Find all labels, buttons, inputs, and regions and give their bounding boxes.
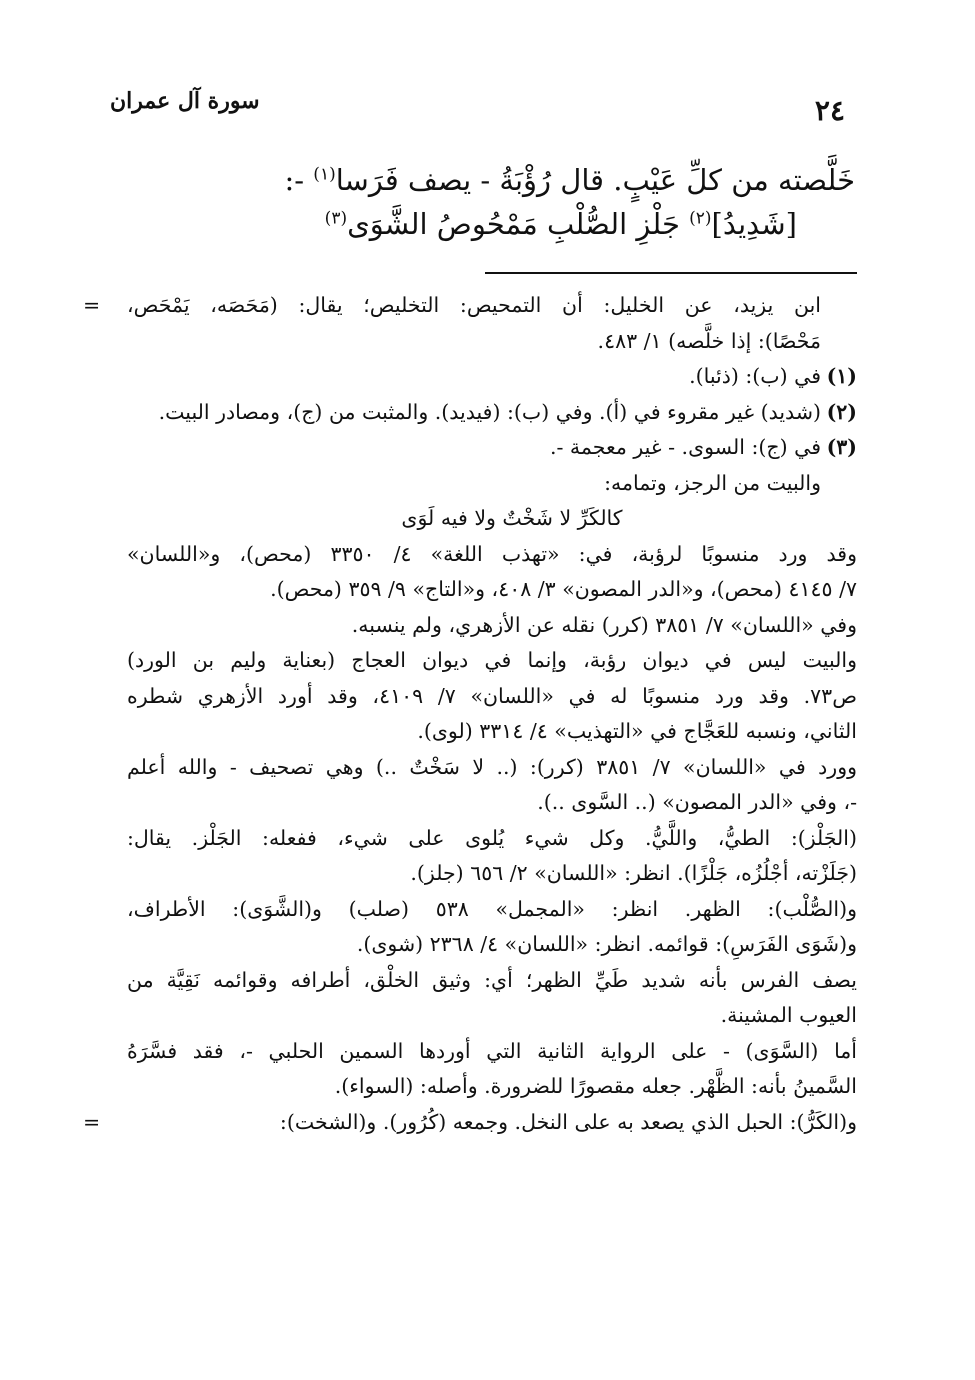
page-header — [110, 88, 845, 128]
footnote-text: في (ب): (ذئبا). — [689, 364, 821, 388]
footnote-text: ابن يزيد، عن الخليل: أن التمحيص: التخليص؛ يقال: (مَحَصَه، يَمْحَص، — [127, 293, 821, 317]
footnote-ref: (٣) — [324, 208, 348, 229]
footnote-paragraph-line: وقد ورد منسوبًا لرؤبة، في: «تهذب اللغة» ٤/ ٣٣٥٠ (محص)، و«اللسان» — [127, 541, 857, 566]
footnote-continuation — [83, 288, 857, 324]
footnote-text: (شديد) غير مقروء في (أ). وفي (ب): (فيديد). والمثبت من (ج)، ومصادر البيت. — [158, 399, 821, 424]
main-text — [115, 158, 855, 246]
main-text-end: -: — [284, 163, 314, 197]
footnote-last-line — [83, 1105, 857, 1141]
footnote-paragraph-line: -، وفي «الدر المصون» (.. السَّوى ..). — [537, 790, 857, 814]
footnote-paragraph-line: الثاني، ونسبه للعَجَّاج في «التهذيب» ٤/ ٣٣١٤ (لوى). — [417, 719, 857, 743]
footnote-paragraph-line: و(شَوَى الفَرَسِ): قوائمه. انظر: «اللسان» ٤/ ٢٣٦٨ (شوى). — [356, 932, 857, 956]
footnote-ref: (١) — [313, 164, 336, 185]
footnote-text: و(الكَرُّ): الحبل الذي يصعد به على النخل. وجمعه (كُرُور). و(الشخت): — [279, 1109, 857, 1134]
footnote-continuation-line: مَحْصًا): إذا خلَّصه) ١/ ٤٨٣. — [597, 328, 821, 353]
footnote-paragraph-line: يصف الفرس بأنه شديد طَيِّ الظهر؛ أي: وثيق الخلْق، أطرافه وقوائمه نَقِيَّة من — [127, 967, 857, 992]
footnote-separator — [485, 272, 857, 274]
footnote-text-line: والبيت من الرجز، وتمامه: — [604, 470, 821, 495]
verse-word: [شَدِيدُ] — [711, 207, 797, 241]
footnote-paragraph-line: والبيت ليس في ديوان رؤبة، وإنما في ديوان العجاج (بعناية وليم بن الورد) — [127, 648, 857, 672]
footnote-3 — [127, 430, 857, 466]
footnote-paragraph-line: ص٧٣. وقد ورد منسوبًا له في «اللسان» ٧/ ٤١٠٩، وقد أورد الأزهري شطره — [127, 683, 857, 708]
footnote-1 — [127, 359, 857, 395]
verse-text: جَلْزِ الصُّلْبِ مَمْحُوصُ الشَّوَى — [347, 207, 690, 241]
footnote-paragraph-line: السَّمينُ بأنه: الظَّهْر. جعله مقصورًا للضرورة. وأصله: (السواء). — [334, 1074, 857, 1098]
footnote-paragraph-line: أما (السَّوَى) - على الرواية الثانية التي أوردها السمين الحلبي -، فقد فسَّرَهُ — [127, 1038, 857, 1063]
verse-line — [115, 202, 855, 246]
poem-line: كالكَرِّ لا شَخْتٌ ولا فيه لَوَى — [401, 506, 623, 530]
footnote-paragraph-line: العيوب المشينة. — [720, 1003, 857, 1027]
footnote-paragraph-line: ٧/ ٤١٤٥ (محص)، و«الدر المصون» ٣/ ٤٠٨، و«التاج» ٩/ ٣٥٩ (محص). — [270, 577, 857, 601]
footnote-ref: (٢) — [689, 208, 712, 229]
main-text-content: خَلَّصته من كلِّ عَيْبٍ. قال رُؤْبَةُ - يصف فَرَسا — [335, 163, 855, 197]
footnotes — [83, 288, 857, 1140]
running-title: سورة آل عمران — [110, 88, 260, 114]
footnote-paragraph-line: (الجَلْز): الطيُّ، واللَّيُّ. وكل شيء يُلوى على شيء، ففعله: الجَلْز. يقال: — [127, 825, 857, 850]
footnote-paragraph-line: و(الصُّلْب): الظهر. انظر: «المجمل» ٥٣٨ (صلب) و(الشَّوَى): الأطراف، — [127, 896, 857, 921]
footnote-number: (٢) — [826, 399, 857, 424]
footnote-paragraph-line: (جَلَزْته، أجْلُزُه، جَلْزًا). انظر: «اللسان» ٢/ ٦٥٦ (جلز). — [410, 861, 857, 885]
footnote-paragraphs — [127, 537, 857, 1105]
continuation-mark: = — [83, 1109, 101, 1134]
footnote-paragraph-line: وورد في «اللسان» ٧/ ٣٨٥١ (كرر): (.. لا سَخْتٌ ..) وهي تصحيف - والله أعلم — [127, 754, 857, 779]
footnote-text: في (ج): السوى. - غير معجمة -. — [549, 435, 821, 459]
page-number: ٢٤ — [814, 94, 845, 127]
footnote-paragraph-line: وفي «اللسان» ٧/ ٣٨٥١ (كرر) نقله عن الأزهري، ولم ينسبه. — [351, 612, 857, 637]
footnote-2 — [127, 395, 857, 431]
footnote-number: (١) — [826, 364, 857, 388]
continuation-mark: = — [83, 293, 101, 317]
footnote-number: (٣) — [826, 435, 857, 459]
main-text-line — [115, 158, 855, 202]
